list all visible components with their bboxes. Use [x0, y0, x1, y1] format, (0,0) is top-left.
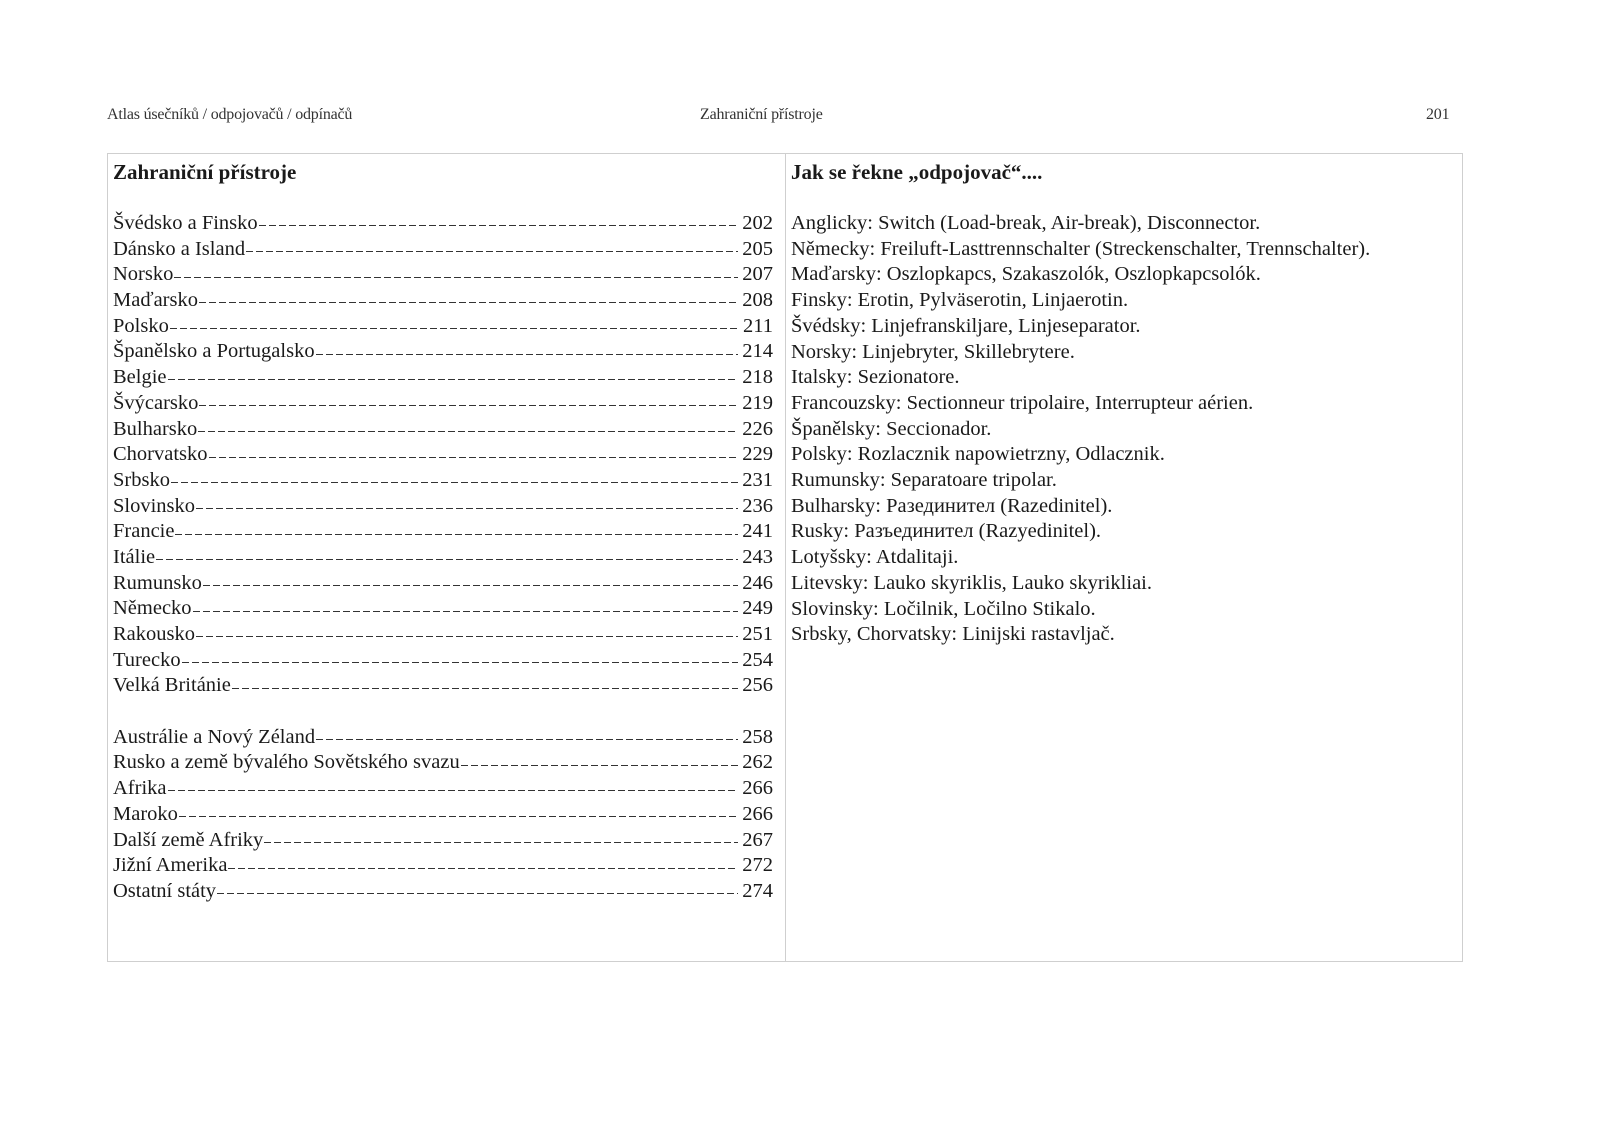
toc-entry-name: Polsko — [113, 314, 169, 337]
toc-entry-page: 243 — [742, 545, 773, 568]
toc-entry-page: 229 — [742, 443, 773, 466]
dot-leader — [209, 457, 739, 458]
toc-entry[interactable] — [113, 442, 773, 468]
translation-line: Srbsky, Chorvatsky: Linijski rastavljač. — [791, 623, 1115, 646]
dot-leader — [170, 328, 739, 329]
translation-line: Bulharsky: Разединител (Razedinitel). — [791, 494, 1113, 517]
toc-heading: Zahraniční přístroje — [113, 160, 297, 184]
toc-entry-name: Slovinsko — [113, 494, 196, 517]
toc-entry[interactable] — [113, 339, 773, 365]
toc-entry-page: 274 — [742, 879, 773, 902]
toc-entry[interactable] — [113, 545, 773, 571]
translation-line: Německy: Freiluft-Lasttrennschalter (Streckenschalter, Trennschalter). — [791, 237, 1371, 260]
toc-entry-page: 272 — [742, 854, 773, 877]
toc-entry-page: 208 — [742, 289, 773, 312]
toc-entry[interactable] — [113, 828, 773, 854]
translation-line: Španělsky: Seccionador. — [791, 417, 992, 440]
toc-entry[interactable] — [113, 622, 773, 648]
toc-entry-name: Bulharsko — [113, 417, 198, 440]
dot-leader — [203, 585, 738, 586]
toc-entry[interactable] — [113, 237, 773, 263]
translation-line: Lotyšsky: Atdalitaji. — [791, 546, 959, 569]
dot-leader — [246, 251, 738, 252]
toc-entry-name: Chorvatsko — [113, 443, 208, 466]
toc-entry-page: 211 — [743, 314, 773, 337]
dot-leader — [174, 277, 738, 278]
toc-entry-page: 219 — [742, 391, 773, 414]
toc-entry[interactable] — [113, 262, 773, 288]
toc-entry[interactable] — [113, 468, 773, 494]
toc-entry-name: Maroko — [113, 802, 178, 825]
toc-entry-page: 205 — [742, 237, 773, 260]
dot-leader — [193, 611, 739, 612]
toc-entry[interactable] — [113, 648, 773, 674]
dot-leader — [316, 739, 738, 740]
toc-entry[interactable] — [113, 211, 773, 237]
toc-entry-name: Austrálie a Nový Zéland — [113, 725, 316, 748]
toc-entry-page: 236 — [742, 494, 773, 517]
dot-leader — [199, 302, 738, 303]
content-table — [107, 153, 1463, 962]
toc-entry-page: 256 — [742, 674, 773, 697]
toc-entry-name: Dánsko a Island — [113, 237, 246, 260]
toc-entry-name: Maďarsko — [113, 289, 198, 312]
dot-leader — [168, 790, 739, 791]
toc-entry-name: Švýcarsko — [113, 391, 199, 414]
toc-entry[interactable] — [113, 494, 773, 520]
toc-entry[interactable] — [113, 725, 773, 751]
toc-entry[interactable] — [113, 519, 773, 545]
toc-entry-page: 241 — [742, 520, 773, 543]
toc-entry-page: 249 — [742, 597, 773, 620]
translation-line: Polsky: Rozlacznik napowietrzny, Odlacznik. — [791, 443, 1165, 466]
dot-leader — [228, 868, 738, 869]
dot-leader — [232, 688, 738, 689]
toc-entry-page: 246 — [742, 571, 773, 594]
toc-entry-page: 226 — [742, 417, 773, 440]
translation-line: Švédsky: Linjefranskiljare, Linjeseparator. — [791, 314, 1141, 337]
toc-entry-page: 258 — [742, 725, 773, 748]
column-divider — [785, 154, 786, 961]
dot-leader — [175, 534, 738, 535]
toc-entry-name: Norsko — [113, 263, 174, 286]
toc-entry-name: Španělsko a Portugalsko — [113, 340, 315, 363]
toc-entry-name: Rumunsko — [113, 571, 202, 594]
toc-entry-page: 267 — [742, 828, 773, 851]
translation-line: Italsky: Sezionatore. — [791, 366, 960, 389]
toc-entry-page: 254 — [742, 648, 773, 671]
toc-entry[interactable] — [113, 750, 773, 776]
dot-leader — [259, 225, 739, 226]
toc-entry-name: Belgie — [113, 366, 167, 389]
toc-entry-page: 262 — [742, 751, 773, 774]
translation-line: Finsky: Erotin, Pylväserotin, Linjaerotin. — [791, 289, 1129, 312]
translation-line: Slovinsky: Ločilnik, Ločilno Stikalo. — [791, 597, 1096, 620]
toc-entry-name: Další země Afriky — [113, 828, 264, 851]
table-of-contents — [113, 211, 773, 905]
toc-entry-page: 218 — [742, 366, 773, 389]
translation-line: Maďarsky: Oszlopkapcs, Szakaszolók, Oszlopkapcsolók. — [791, 263, 1261, 286]
translation-line: Francouzsky: Sectionneur tripolaire, Interrupteur aérien. — [791, 391, 1254, 414]
toc-entry[interactable] — [113, 365, 773, 391]
toc-entry[interactable] — [113, 596, 773, 622]
toc-entry-name: Itálie — [113, 545, 156, 568]
toc-entry-name: Rakousko — [113, 623, 195, 645]
toc-entry-name: Ostatní státy — [113, 879, 217, 902]
toc-entry-name: Afrika — [113, 777, 167, 800]
dot-leader — [196, 508, 738, 509]
toc-entry-name: Turecko — [113, 648, 181, 671]
toc-entry-name: Francie — [113, 520, 175, 543]
toc-entry[interactable] — [113, 417, 773, 443]
toc-entry-name: Německo — [113, 597, 192, 620]
translation-line: Anglicky: Switch (Load-break, Air-break), Disconnector. — [791, 212, 1261, 234]
toc-entry-name: Srbsko — [113, 468, 170, 491]
toc-entry-page: 214 — [742, 340, 773, 363]
toc-entry-name: Jižní Amerika — [113, 854, 228, 877]
toc-entry[interactable] — [113, 673, 773, 699]
toc-entry-name: Švédsko a Finsko — [113, 212, 258, 234]
dot-leader — [179, 816, 738, 817]
dot-leader — [182, 662, 739, 663]
toc-entry-page: 251 — [742, 623, 773, 645]
dot-leader — [196, 636, 738, 637]
toc-entry-page: 202 — [742, 212, 773, 234]
toc-entry[interactable] — [113, 879, 773, 905]
translation-line: Rumunsky: Separatoare tripolar. — [791, 469, 1057, 492]
toc-entry[interactable] — [113, 776, 773, 802]
dot-leader — [316, 354, 739, 355]
page-number: 201 — [1426, 106, 1450, 123]
dot-leader — [217, 893, 738, 894]
dot-leader — [198, 431, 738, 432]
toc-entry-page: 207 — [742, 263, 773, 286]
toc-entry-name: Velká Británie — [113, 674, 231, 697]
dot-leader — [461, 765, 739, 766]
translations-heading: Jak se řekne „odpojovač“.... — [791, 160, 1043, 184]
translation-line: Rusky: Разъединител (Razyedinitel). — [791, 520, 1102, 543]
running-header-title: Atlas úsečníků / odpojovačů / odpínačů — [107, 106, 353, 123]
dot-leader — [168, 379, 739, 380]
toc-entry-name: Rusko a země bývalého Sovětského svazu — [113, 751, 460, 774]
dot-leader — [199, 405, 738, 406]
translation-line: Litevsky: Lauko skyriklis, Lauko skyrikliai. — [791, 571, 1152, 594]
toc-entry[interactable] — [113, 391, 773, 417]
toc-entry[interactable] — [113, 571, 773, 597]
group-spacer — [113, 699, 773, 725]
toc-entry[interactable] — [113, 288, 773, 314]
toc-entry[interactable] — [113, 853, 773, 879]
running-header-section: Zahraniční přístroje — [700, 106, 823, 123]
toc-entry-page: 231 — [742, 468, 773, 491]
translation-line: Norsky: Linjebryter, Skillebrytere. — [791, 340, 1075, 363]
toc-entry[interactable] — [113, 802, 773, 828]
toc-entry[interactable] — [113, 314, 773, 340]
dot-leader — [156, 559, 738, 560]
dot-leader — [264, 842, 738, 843]
toc-entry-page: 266 — [742, 802, 773, 825]
translations-list — [791, 211, 1451, 648]
dot-leader — [171, 482, 738, 483]
toc-entry-page: 266 — [742, 777, 773, 800]
